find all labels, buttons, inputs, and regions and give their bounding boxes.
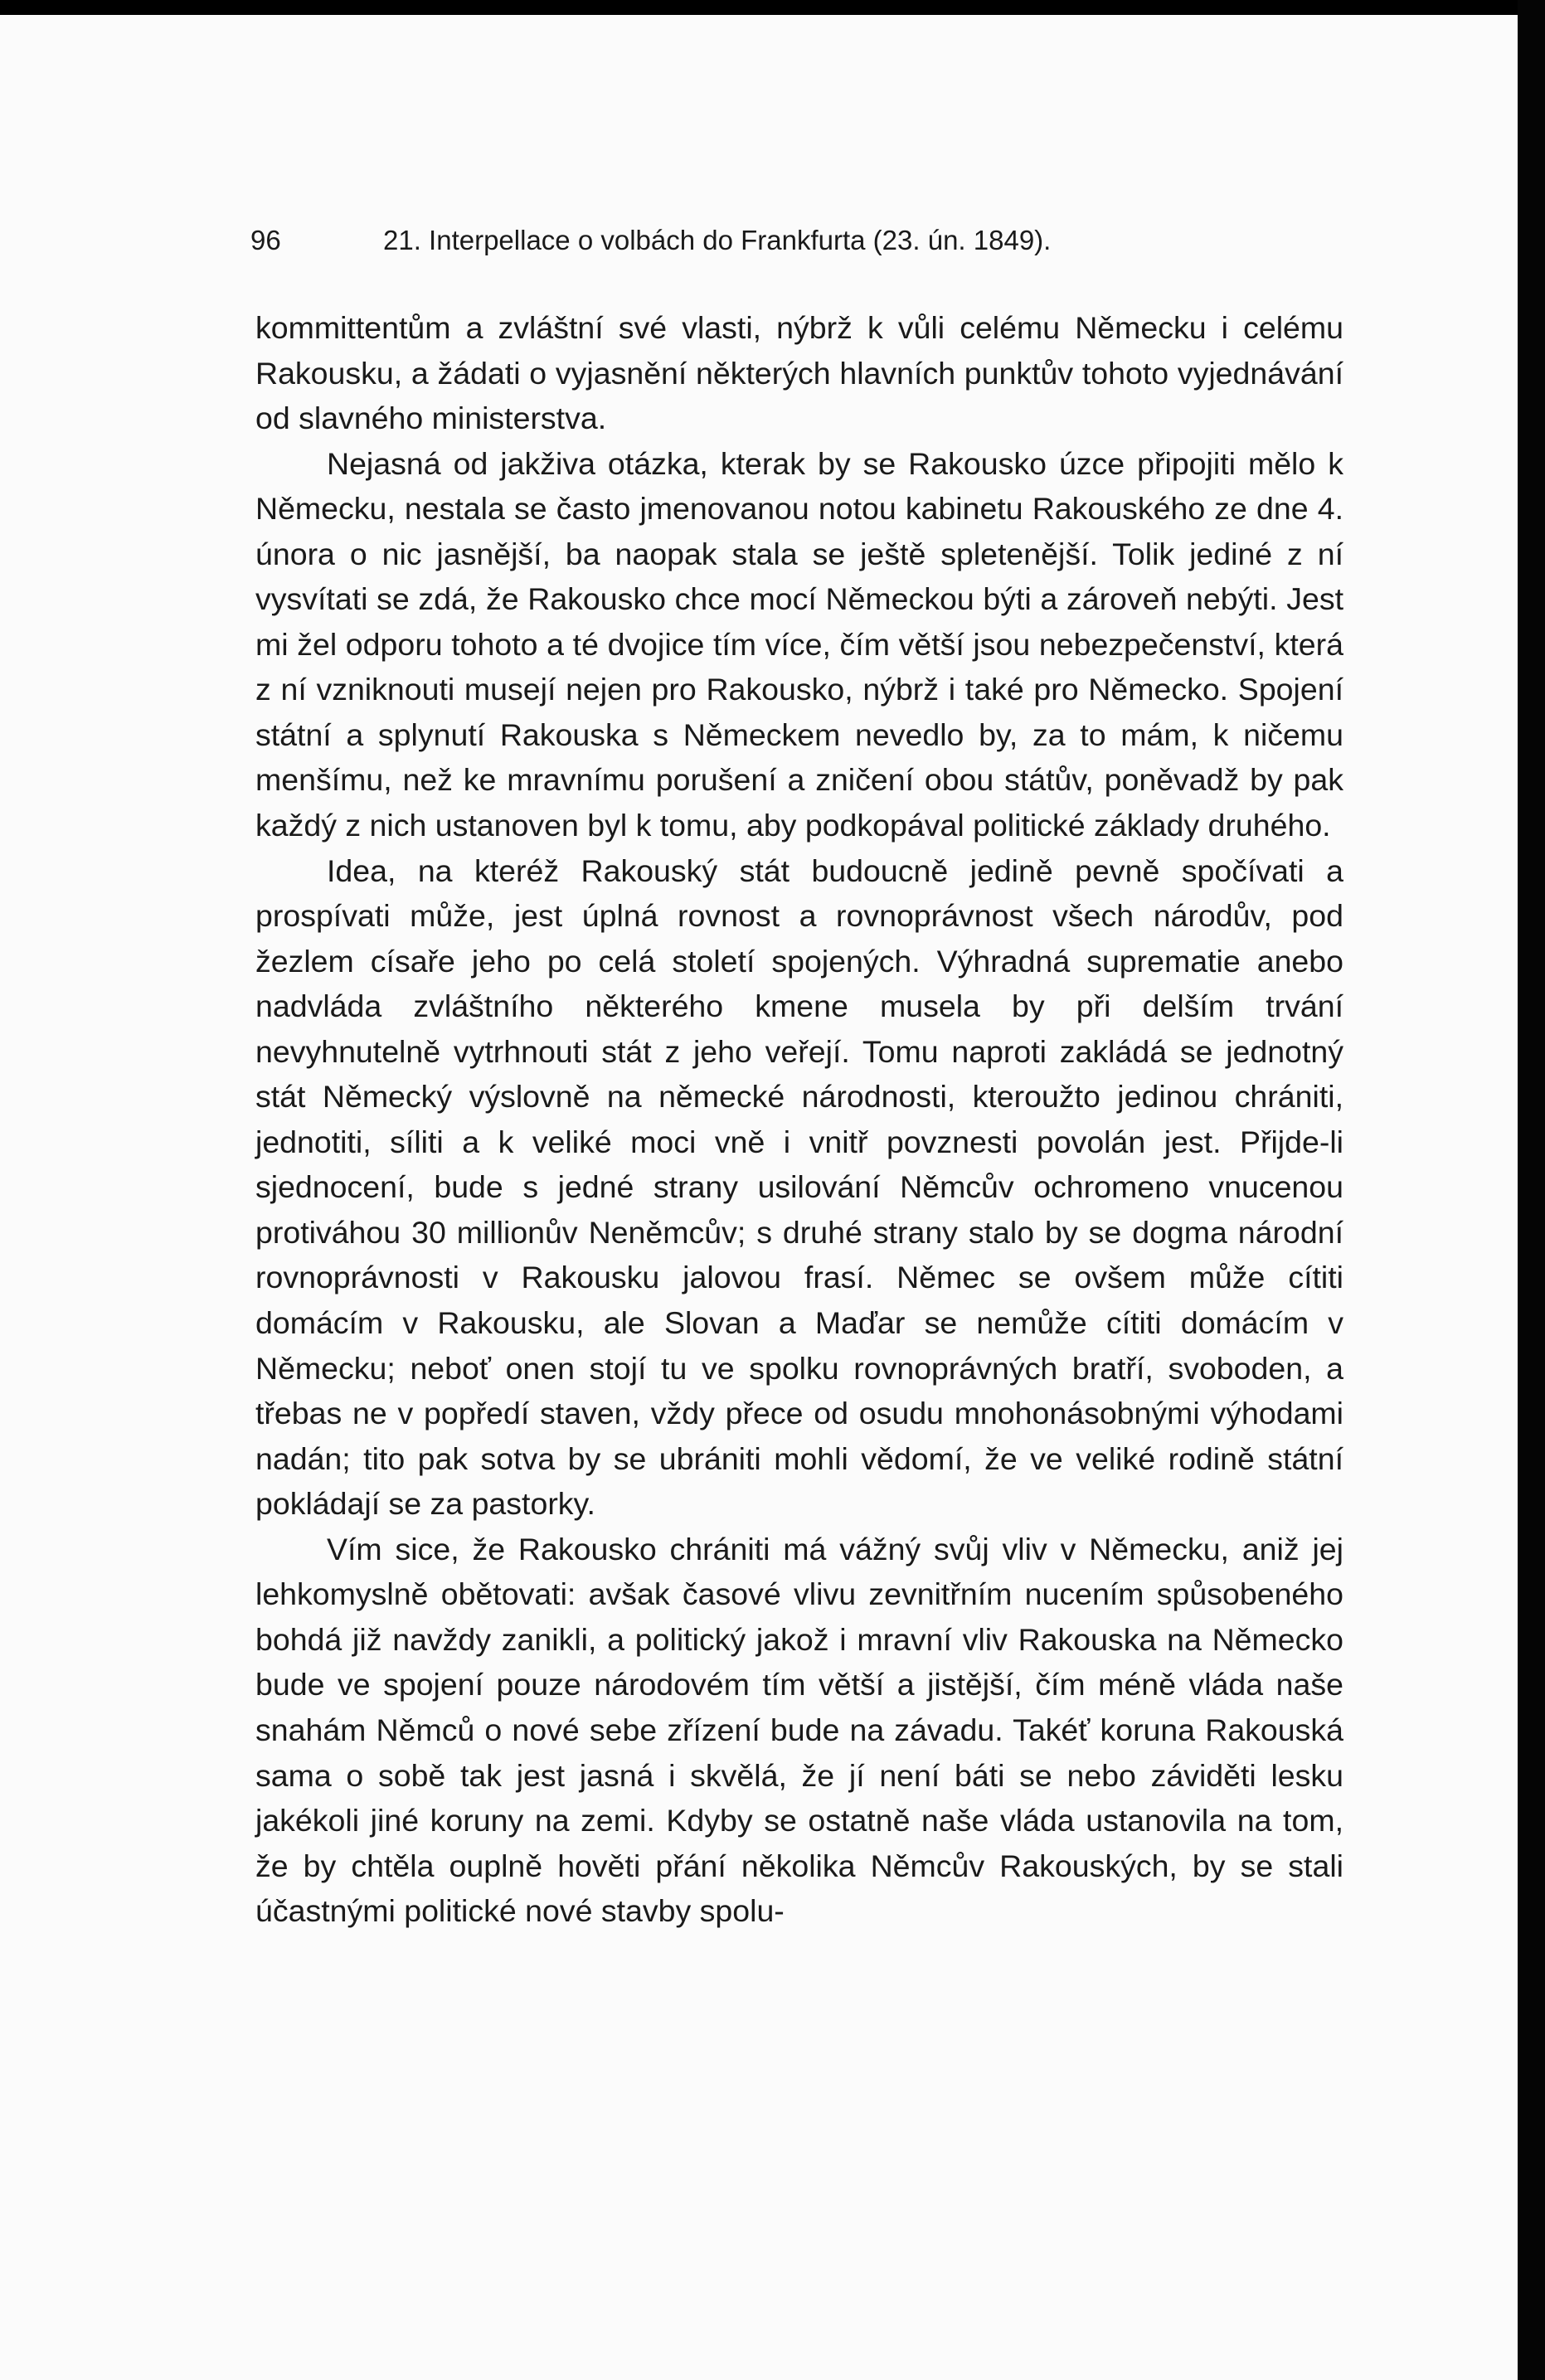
body-text xyxy=(255,305,1343,1934)
paragraph-idea: Idea, na kteréž Rakouský stát budoucně jedině pevně spočívati a prospívati může, jest úplná rovnost a rovnoprávnost všech národův, pod žezlem císaře jeho po celá století spojených. Výhradná suprematie anebo nadvláda zvláštního některého kmene musela by při delším trvání nevyhnutelně vytrhnouti stát z jeho veřejí. Tomu naproti zakládá se jednotný stát Německý výslovně na německé národnosti, kteroužto jedinou chrániti, jednotiti, síliti a k veliké moci vně i vnitř povznesti povolán jest. Přijde-li sjednocení, bude s jedné strany usilování Němcův ochromeno vnucenou protiváhou 30 millionův Neněmcův; s druhé strany stalo by se dogma národní rovnoprávnosti v Rakousku jalovou frasí. Němec se ovšem může cítiti domácím v Rakousku, ale Slovan a Maďar se nemůže cítiti domácím v Německu; neboť onen stojí tu ve spolku rovnoprávných bratří, svoboden, a třebas ne v popředí staven, vždy přece od osudu mnohonásobnými výhodami nadán; tito pak sotva by se ubrániti mohli vědomí, že ve veliké rodině státní pokládají se za pastorky. xyxy=(255,852,1343,1522)
paragraph-vim-sice: Vím sice, že Rakousko chrániti má vážný svůj vliv v Německu, aniž jej lehkomyslně obětovati: avšak časové vlivu zevnitřním nucením spůsobeného bohdá již navždy zanikli, a politický jakož i mravní vliv Rakouska na Německo bude ve spojení pouze národovém tím větší a jistější, čím méně vláda naše snahám Němců o nové sebe zřízení bude na závadu. Takéť koruna Rakouská sama o sobě tak jest jasná i skvělá, že jí není báti se nebo záviděti lesku jakékoli jiné koruny na zemi. Kdyby se ostatně naše vláda ustanovila na tom, že by chtěla ouplně hověti přání několika Němcův Rakouských, by se stali účastnými politické nové stavby spolu- xyxy=(255,1531,1343,1929)
book-page xyxy=(0,15,1518,2380)
running-title: 21. Interpellace o volbách do Frankfurta (23. ún. 1849). xyxy=(383,225,1052,255)
paragraph-continuation: kommittentům a zvláštní své vlasti, nýbrž k vůli celému Německu i celému Rakousku, a žádati o vyjasnění některých hlavních punktův tohoto vyjednávání od slavného ministerstva. xyxy=(255,310,1343,436)
scan-dark-edge xyxy=(1518,0,1545,2380)
page-header xyxy=(250,217,1312,264)
paragraph-nejasna: Nejasná od jakživa otázka, kterak by se Rakousko úzce připojiti mělo k Německu, nestala se často jmenovanou notou kabinetu Rakouského ze dne 4. února o nic jasnější, ba naopak stala se ještě spletenější. Tolik jediné z ní vysvítati se zdá, že Rakousko chce mocí Německou býti a zároveň nebýti. Jest mi žel odporu tohoto a té dvojice tím více, čím větší jsou nebezpečenství, která z ní vzniknouti musejí nejen pro Rakousko, nýbrž i také pro Německo. Spojení státní a splynutí Rakouska s Německem nevedlo by, za to mám, k ničemu menšímu, než ke mravnímu porušení a zničení obou státův, poněvadž by pak každý z nich ustanoven byl k tomu, aby podkopával politické základy druhého. xyxy=(255,445,1343,843)
page-number: 96 xyxy=(250,225,281,255)
